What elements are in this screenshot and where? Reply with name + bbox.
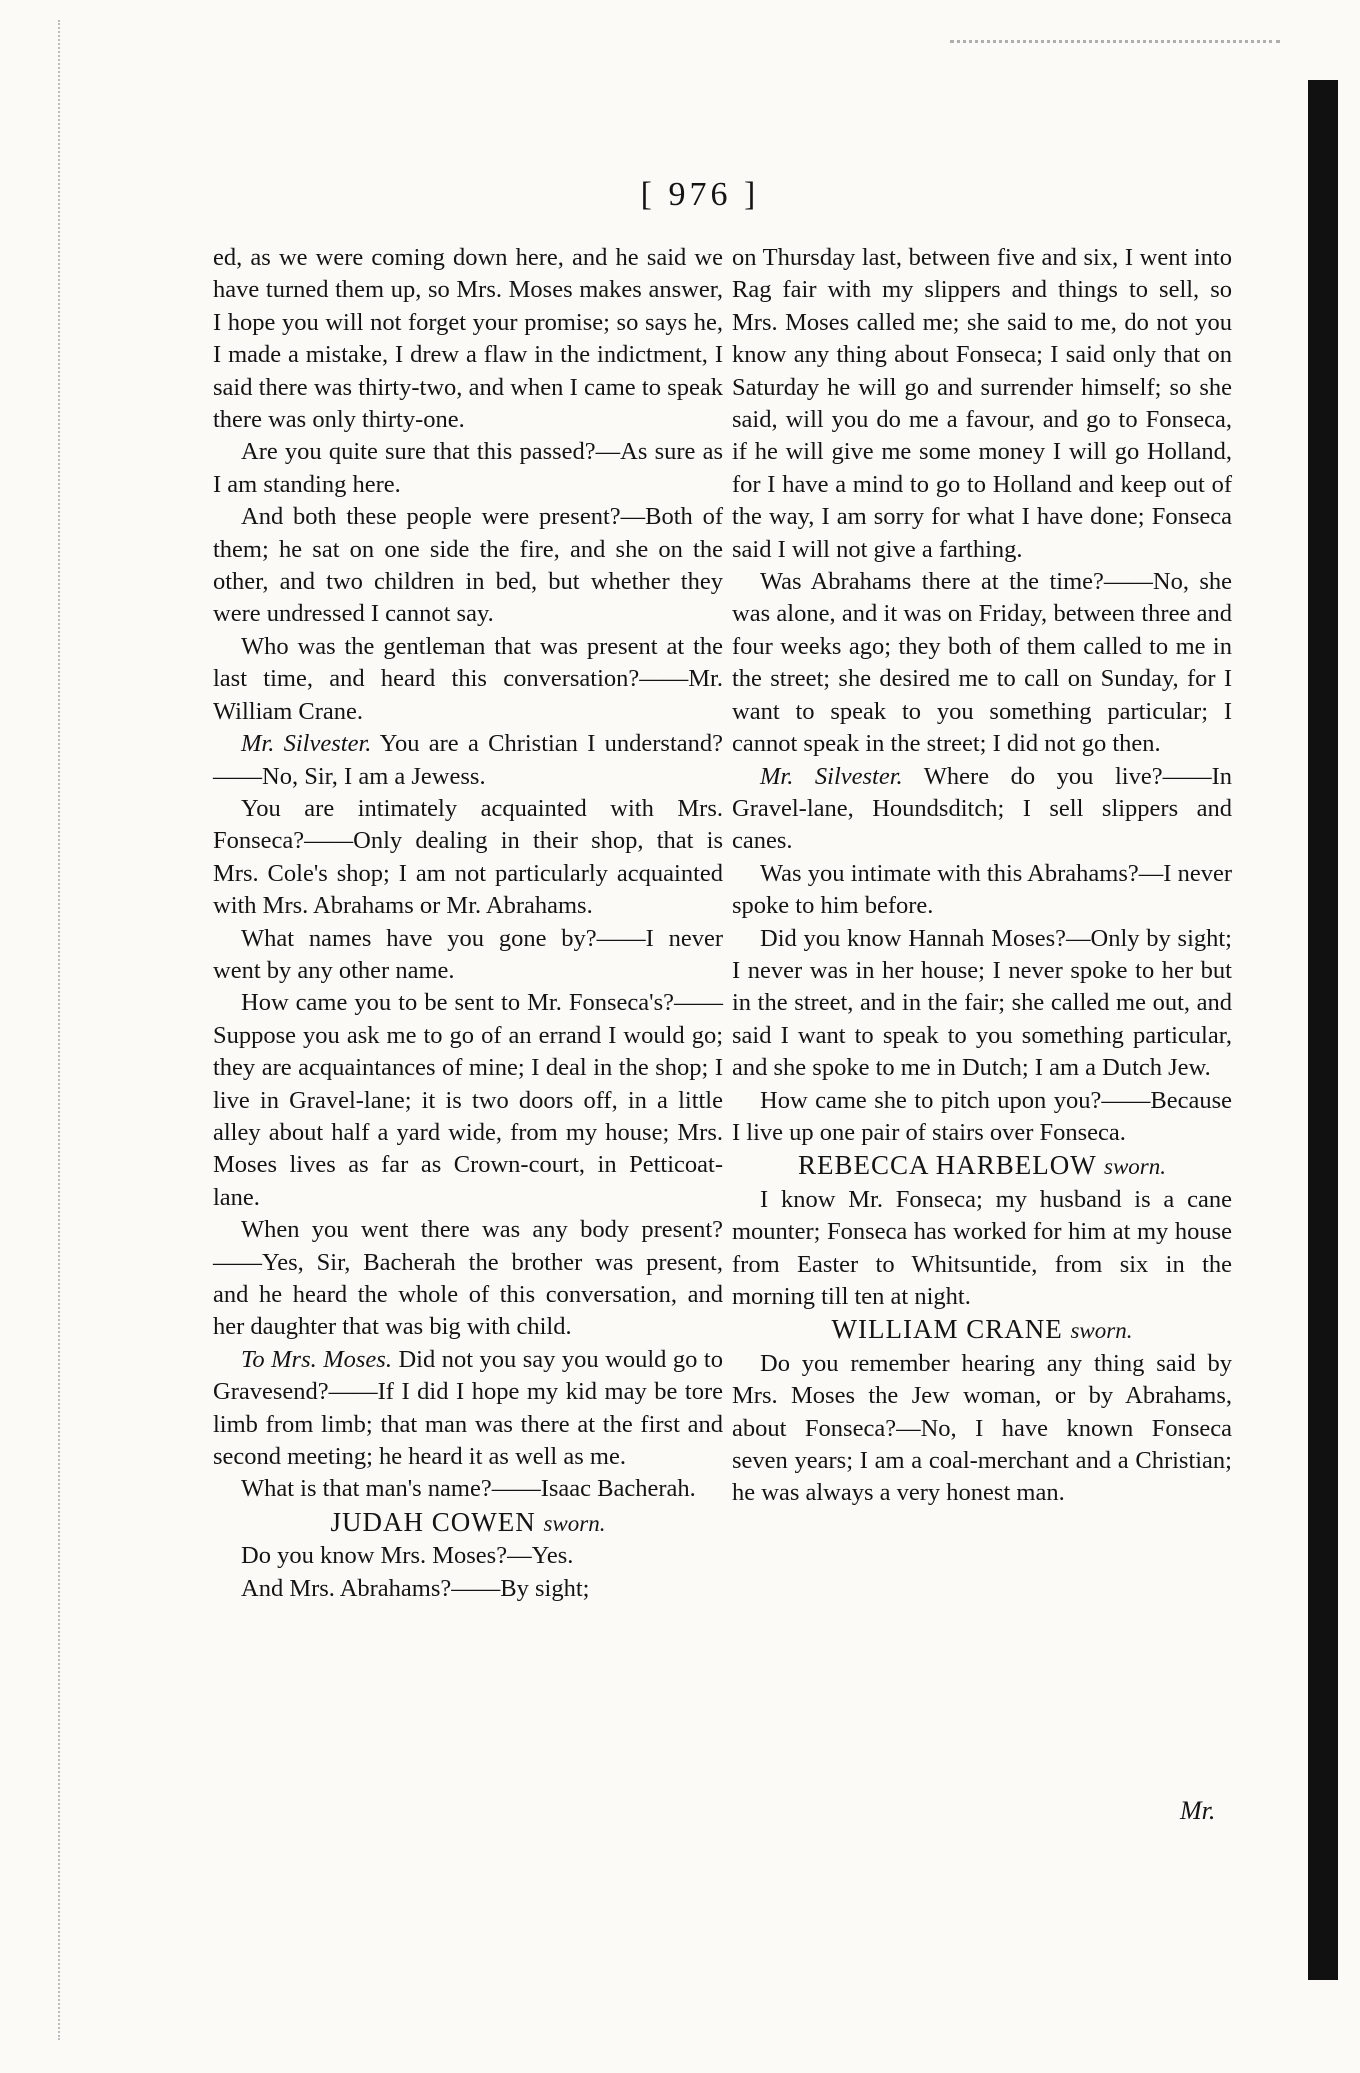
right-column bbox=[732, 242, 1232, 1510]
sworn-label: sworn. bbox=[1070, 1318, 1133, 1344]
page-number-header: [ 976 ] bbox=[640, 176, 760, 213]
testimony-paragraph: You are intimately acquainted with Mrs. Fonseca?——Only dealing in their shop, that is Mrs. Cole's shop; I am not particularly acquainted with Mrs. Abrahams or Mr. Abrahams. bbox=[213, 794, 723, 920]
witness-heading bbox=[732, 1313, 1232, 1347]
sworn-label: sworn. bbox=[1104, 1154, 1167, 1180]
speaker-label: Mr. Silvester. bbox=[241, 730, 372, 758]
testimony-paragraph: What names have you gone by?——I never went by any other name. bbox=[213, 924, 723, 984]
continued-paragraph: on Thursday last, between five and six, I went into Rag fair with my slippers and things to sell, so Mrs. Moses called me; she said to me, do not you know any thing about Fonseca; I said only that on Saturday he will go and surrender himself; so she said, will you do me a favour, and go to Fonseca, if he will give me some money I will go Holland, for I have a mind to go to Holland and keep out of the way, I am sorry for what I have done; Fonseca said I will not give a farthing. bbox=[732, 244, 1232, 563]
witness-name: REBECCA HARBELOW bbox=[797, 1150, 1097, 1181]
testimony-paragraph: I know Mr. Fonseca; my husband is a cane mounter; Fonseca has worked for him at my house from Easter to Whitsuntide, from six in the morning till ten at night. bbox=[732, 1185, 1232, 1310]
left-column bbox=[213, 242, 723, 1605]
witness-name: JUDAH COWEN bbox=[330, 1506, 536, 1537]
witness-heading bbox=[732, 1149, 1232, 1183]
testimony-paragraph bbox=[732, 761, 1232, 858]
testimony-paragraph: Do you remember hearing any thing said by Mrs. Moses the Jew woman, or by Abrahams, about Fonseca?—No, I have known Fonseca seven years; I am a coal-merchant and a Christian; he was always a very honest man. bbox=[732, 1349, 1232, 1507]
testimony-paragraph: What is that man's name?——Isaac Bacherah. bbox=[241, 1475, 696, 1503]
testimony-paragraph bbox=[213, 728, 723, 793]
testimony-paragraph: Did you know Hannah Moses?—Only by sight; I never was in her house; I never spoke to her but in the street, and in the fair; she called me out, and said I want to speak to you something particular, and she spoke to me in Dutch; I am a Dutch Jew. bbox=[732, 924, 1232, 1082]
testimony-paragraph: Are you quite sure that this passed?—As sure as I am standing here. bbox=[213, 438, 723, 498]
witness-name: WILLIAM CRANE bbox=[831, 1314, 1063, 1345]
testimony-text: Where do you live?——In Gravel-lane, Houndsditch; I sell slippers and canes. bbox=[732, 762, 1232, 855]
page-edge-marks bbox=[58, 20, 90, 2040]
catchword: Mr. bbox=[1180, 1796, 1216, 1825]
witness-heading bbox=[213, 1506, 723, 1540]
scan-noise bbox=[950, 40, 1280, 55]
sworn-label: sworn. bbox=[543, 1510, 606, 1536]
testimony-paragraph: Was Abrahams there at the time?——No, she was alone, and it was on Friday, between three and four weeks ago; they both of them called to me in the street; she desired me to call on Sunday, for I want to speak to you something particular; I cannot speak in the street; I did not go then. bbox=[732, 568, 1232, 758]
testimony-paragraph: How came she to pitch upon you?——Because I live up one pair of stairs over Fonseca. bbox=[732, 1086, 1232, 1146]
testimony-paragraph: Do you know Mrs. Moses?—Yes. bbox=[241, 1542, 574, 1570]
testimony-paragraph: When you went there was any body present?——Yes, Sir, Bacherah the brother was present, and he heard the whole of this conversation, and her daughter that was big with child. bbox=[213, 1216, 723, 1341]
testimony-paragraph: And Mrs. Abrahams?——By sight; bbox=[241, 1574, 590, 1602]
testimony-text: You are a Christian I understand?——No, Sir, I am a Jewess. bbox=[213, 730, 724, 790]
testimony-paragraph: How came you to be sent to Mr. Fonseca's?——Suppose you ask me to go of an errand I would go; they are acquaintances of mine; I deal in the shop; I live in Gravel-lane; it is two doors off, in a little alley about half a yard wide, from my house; Mrs. Moses lives as far as Crown-court, in Petticoat-lane. bbox=[213, 989, 723, 1211]
testimony-paragraph: Who was the gentleman that was present at the last time, and heard this conversation?——Mr. William Crane. bbox=[213, 632, 723, 725]
testimony-text: Did not you say you would go to Gravesend?——If I did I hope my kid may be tore limb from limb; that man was there at the first and second meeting; he heard it as well as me. bbox=[213, 1345, 723, 1471]
testimony-paragraph bbox=[213, 1344, 723, 1474]
speaker-label: Mr. Silvester. bbox=[760, 762, 903, 790]
continued-paragraph: ed, as we were coming down here, and he said we have turned them up, so Mrs. Moses makes answer, I hope you will not forget your promise; so says he, I made a mistake, I drew a flaw in the indictment, I said there was thirty-two, and when I came to speak there was only thirty-one. bbox=[213, 244, 723, 434]
testimony-paragraph: And both these people were present?—Both of them; he sat on one side the fire, and she on the other, and two children in bed, but whether they were undressed I cannot say. bbox=[213, 503, 723, 628]
binding-shadow bbox=[1308, 80, 1338, 1980]
speaker-label: To Mrs. Moses. bbox=[241, 1345, 392, 1373]
testimony-paragraph: Was you intimate with this Abrahams?—I never spoke to him before. bbox=[732, 859, 1232, 920]
